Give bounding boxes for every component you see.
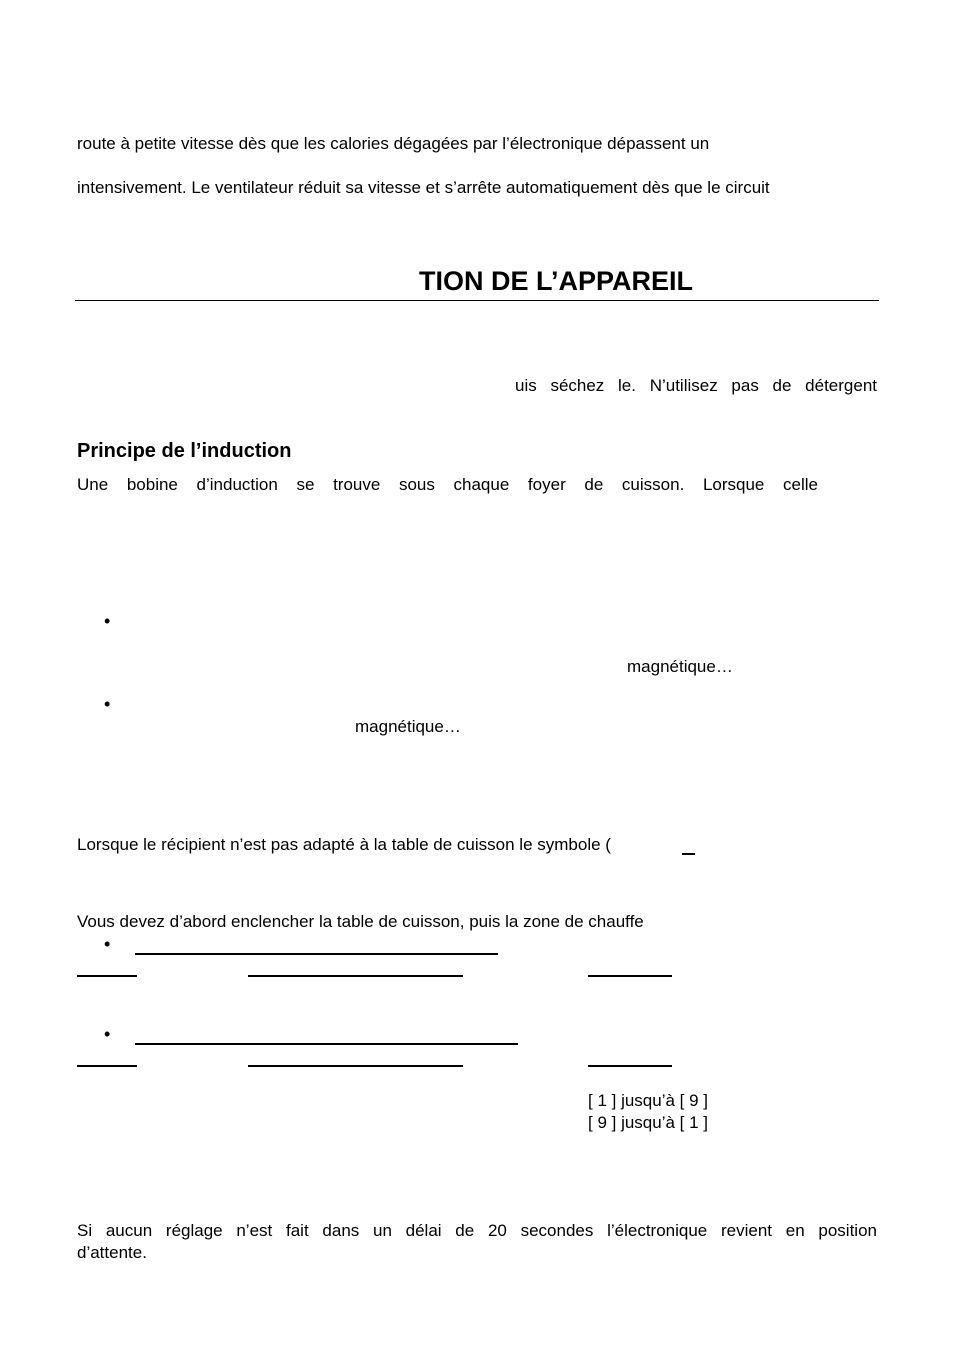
bullet-3: • [104,934,111,954]
recipient-text: Lorsque le récipient n’est pas adapté à la table de cuisson le symbole ( [77,835,611,854]
blank-line [588,1065,672,1067]
blank-line [135,1043,518,1045]
bullet-2: • [104,694,111,714]
cleaning-text: uis séchez le. N’utilisez pas de détergent [515,376,877,395]
blank-line [77,975,137,977]
magnetic-text-2: magnétique… [355,717,461,736]
range-down: [ 9 ] jusqu’à [ 1 ] [588,1113,709,1132]
blank-line [135,953,498,955]
section-title-rule [75,300,879,301]
induction-heading: Principe de l’induction [77,440,292,462]
magnetic-text-1: magnétique… [627,657,733,676]
bullet-1: • [104,611,111,631]
fan-paragraph-line-1: route à petite vitesse dès que les calories dégagées par l’électronique dépassent un [77,134,710,153]
range-up: [ 1 ] jusqu’à [ 9 ] [588,1091,709,1110]
blank-line [248,1065,463,1067]
timeout-text-line-1: Si aucun réglage n’est fait dans un délai de 20 secondes l’électronique revient en position [77,1221,877,1240]
bullet-4: • [104,1024,111,1044]
symbol-underline [682,853,695,855]
section-title: TION DE L’APPAREIL [419,266,694,296]
induction-text: Une bobine d’induction se trouve sous chaque foyer de cuisson. Lorsque celle [77,475,818,494]
blank-line [77,1065,137,1067]
fan-paragraph-line-2: intensivement. Le ventilateur réduit sa vitesse et s’arrête automatiquement dès que le circuit [77,178,770,197]
timeout-text-line-2: d’attente. [77,1243,147,1262]
blank-line [588,975,672,977]
enable-text: Vous devez d’abord enclencher la table de cuisson, puis la zone de chauffe [77,912,644,931]
blank-line [248,975,463,977]
